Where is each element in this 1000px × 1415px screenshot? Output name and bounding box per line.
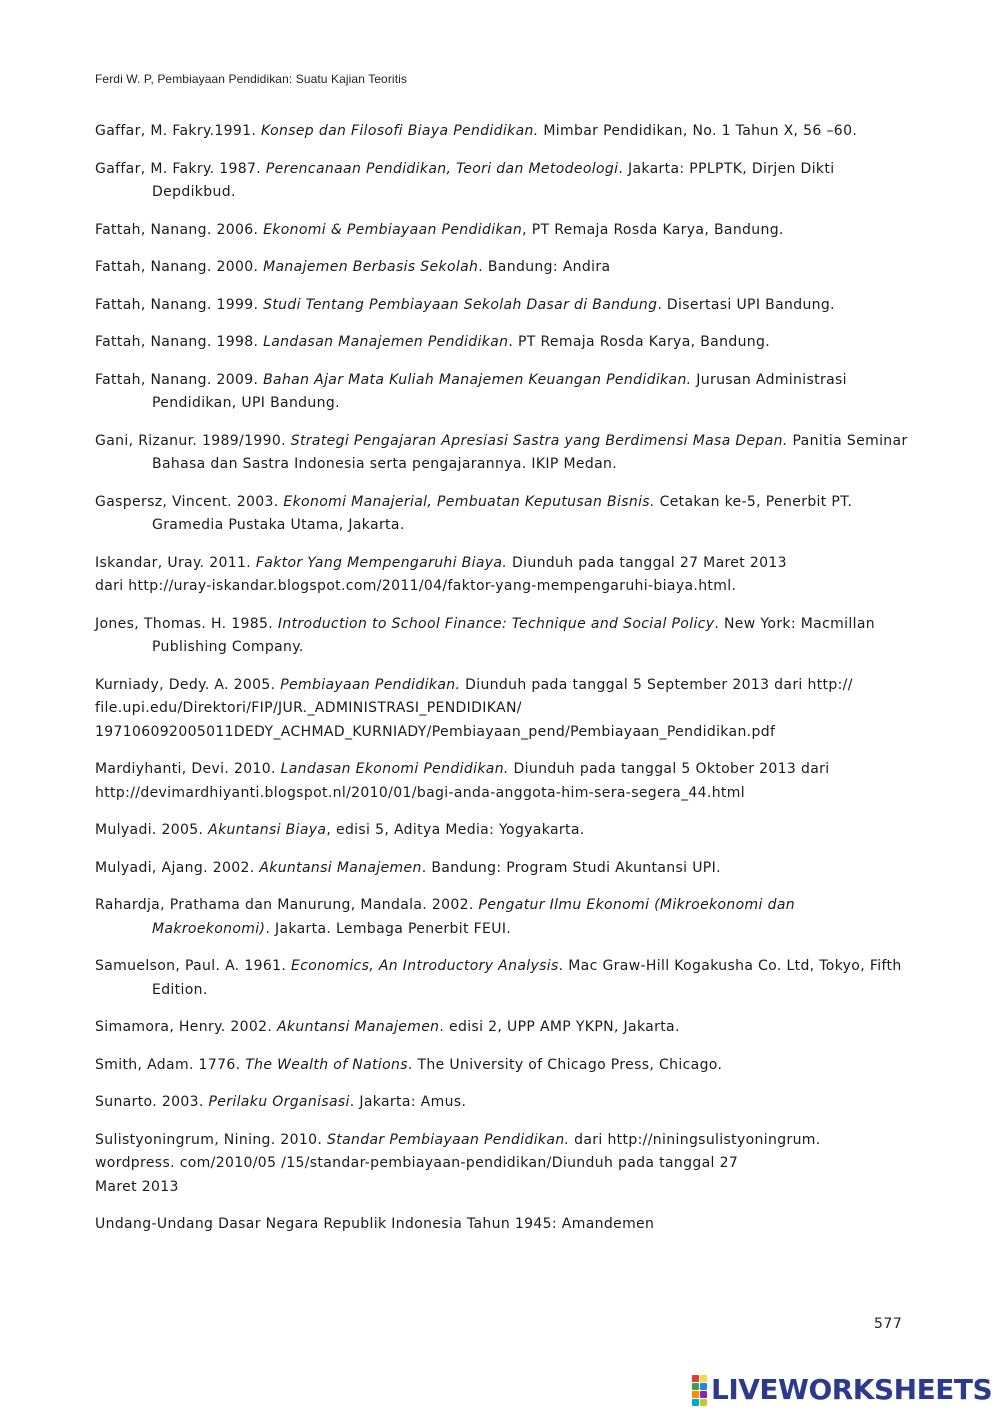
reference-list [95, 120, 910, 1251]
reference-text [95, 123, 857, 139]
liveworksheets-logo[interactable] [692, 1374, 992, 1406]
reference-text [95, 372, 847, 412]
reference-author-year: Fattah, Nanang. 2006. [95, 221, 264, 238]
reference-author-year: Mulyadi. 2005. [95, 822, 209, 838]
reference-author-year: Mulyadi, Ajang. 2002. [95, 859, 260, 876]
logo-tile [692, 1391, 699, 1398]
reference-entry [95, 552, 910, 599]
reference-publisher: , PT Remaja Rosda Karya, Bandung. [522, 221, 784, 238]
reference-title: Manajemen Berbasis Sekolah [263, 259, 479, 275]
reference-author-year: Sulistyoningrum, Nining. 2010. [95, 1131, 328, 1148]
reference-text [95, 860, 721, 876]
reference-title: Bahan Ajar Mata Kuliah Manajemen Keuangan Pendidikan. [263, 371, 692, 388]
reference-publisher: . The University of Chicago Press, Chicago. [407, 1056, 723, 1073]
reference-author-year: Mardiyhanti, Devi. 2010. [95, 761, 281, 777]
reference-author-year: Sunarto. 2003. [95, 1094, 209, 1110]
reference-publisher: . Jakarta: Amus. [349, 1094, 467, 1110]
reference-text [95, 222, 784, 238]
reference-author-year: Samuelson, Paul. A. 1961. [95, 958, 292, 974]
reference-entry [95, 1129, 910, 1200]
reference-title: Landasan Manajemen Pendidikan [263, 334, 509, 350]
reference-text [95, 1094, 466, 1110]
reference-text [95, 297, 835, 313]
reference-title: Faktor Yang Mempengaruhi Biaya. [255, 554, 508, 571]
reference-author-year: Jones, Thomas. H. 1985. [95, 615, 278, 632]
reference-publisher: Cetakan ke-5, Penerbit PT. Gramedia Pustaka Utama, Jakarta. [152, 493, 853, 533]
reference-publisher: . Bandung: Program Studi Akuntansi UPI. [421, 859, 721, 876]
reference-continuation: Maret 2013 [95, 1178, 179, 1195]
reference-text [95, 1019, 680, 1035]
reference-title: Pengatur Ilmu Ekonomi (Mikroekonomi dan Makroekonomi) [152, 897, 795, 937]
reference-author-year: Kurniady, Dedy. A. 2005. [95, 676, 281, 693]
reference-continuation: 197106092005011DEDY_ACHMAD_KURNIADY/Pembiayaan_pend/Pembiayaan_Pendidikan.pdf [95, 723, 776, 740]
reference-publisher: . PT Remaja Rosda Karya, Bandung. [508, 334, 771, 350]
reference-continuation: file.upi.edu/Direktori/FIP/JUR._ADMINISTRASI_PENDIDIKAN/ [95, 700, 522, 716]
reference-text [95, 1057, 722, 1073]
reference-publisher: . Jakarta: PPLPTK, Dirjen Dikti Depdikbud. [152, 160, 835, 200]
reference-entry [95, 120, 910, 144]
reference-publisher: . Mac Graw-Hill Kogakusha Co. Ltd, Tokyo, Fifth Edition. [152, 958, 902, 998]
logo-tile [692, 1383, 699, 1390]
reference-text [95, 616, 875, 656]
reference-entry [95, 857, 910, 881]
reference-publisher: Diunduh pada tanggal 5 Oktober 2013 dari [508, 761, 830, 777]
reference-title: Ekonomi & Pembiayaan Pendidikan [263, 221, 523, 238]
reference-publisher: . Bandung: Andira [478, 259, 611, 275]
reference-publisher: Jurusan Administrasi Pendidikan, UPI Bandung. [152, 371, 847, 411]
reference-publisher: Panitia Seminar Bahasa dan Sastra Indonesia serta pengajarannya. IKIP Medan. [152, 432, 908, 472]
reference-title: Strategi Pengajaran Apresiasi Sastra yang Berdimensi Masa Depan. [290, 432, 788, 449]
reference-title: Pembiayaan Pendidikan. [280, 676, 461, 693]
liveworksheets-logo-icon [692, 1375, 707, 1406]
logo-tile [700, 1375, 707, 1382]
reference-entry [95, 955, 910, 1002]
reference-entry [95, 158, 910, 205]
reference-text [95, 761, 829, 777]
reference-title: Studi Tentang Pembiayaan Sekolah Dasar di Bandung [263, 296, 658, 313]
reference-text [95, 822, 585, 838]
reference-publisher: , edisi 5, Aditya Media: Yogyakarta. [326, 822, 585, 838]
reference-title: Akuntansi Biaya [208, 822, 327, 838]
reference-author-year: Gaffar, M. Fakry.1991. [95, 123, 262, 139]
reference-publisher: . Disertasi UPI Bandung. [657, 296, 835, 313]
reference-author-year: Fattah, Nanang. 2000. [95, 259, 264, 275]
reference-continuation: http://devimardhiyanti.blogspot.nl/2010/01/bagi-anda-anggota-him-sera-segera_44.html [95, 784, 745, 801]
reference-title: Standar Pembiayaan Pendidikan. [327, 1131, 570, 1148]
reference-entry [95, 613, 910, 660]
reference-entry [95, 331, 910, 355]
reference-text [95, 259, 610, 275]
reference-title: Perilaku Organisasi [208, 1094, 350, 1110]
reference-entry [95, 1016, 910, 1040]
reference-text [95, 494, 852, 534]
reference-entry [95, 1091, 910, 1115]
reference-entry [95, 674, 910, 745]
page-number: 577 [874, 1316, 903, 1332]
reference-author-year: Fattah, Nanang. 2009. [95, 371, 264, 388]
reference-author-year: Gaspersz, Vincent. 2003. [95, 493, 284, 510]
reference-entry [95, 1213, 910, 1237]
reference-publisher: Diunduh pada tanggal 5 September 2013 dari http:// [460, 676, 853, 693]
logo-tile [700, 1399, 707, 1406]
reference-title: Konsep dan Filosofi Biaya Pendidikan. [261, 123, 539, 139]
reference-author-year: Rahardja, Prathama dan Manurung, Mandala. 2002. [95, 897, 479, 913]
reference-publisher: dari http://niningsulistyoningrum. [569, 1131, 821, 1148]
reference-title: Akuntansi Manajemen [276, 1019, 440, 1035]
reference-continuation: dari http://uray-iskandar.blogspot.com/2011/04/faktor-yang-mempengaruhi-biaya.html. [95, 578, 737, 594]
reference-text [95, 897, 795, 937]
logo-tile [692, 1399, 699, 1406]
reference-author-year: Iskandar, Uray. 2011. [95, 554, 256, 571]
reference-author-year: Fattah, Nanang. 1999. [95, 296, 264, 313]
reference-text [95, 161, 834, 201]
reference-entry [95, 1054, 910, 1078]
reference-author-year: Gani, Rizanur. 1989/1990. [95, 432, 291, 449]
reference-text [95, 433, 908, 473]
reference-text [95, 555, 787, 571]
logo-tile [700, 1383, 707, 1390]
reference-text [95, 677, 853, 693]
reference-title: Introduction to School Finance: Technique and Social Policy [277, 615, 715, 632]
reference-text [95, 334, 770, 350]
reference-author-year: Simamora, Henry. 2002. [95, 1019, 277, 1035]
reference-author-year: Smith, Adam. 1776. [95, 1056, 246, 1073]
reference-title: Landasan Ekonomi Pendidikan. [280, 761, 509, 777]
reference-author-year: Undang-Undang Dasar Negara Republik Indonesia Tahun 1945: Amandemen [95, 1216, 655, 1232]
reference-publisher: . New York: Macmillan Publishing Company. [152, 615, 876, 655]
reference-title: Akuntansi Manajemen [259, 859, 422, 876]
reference-entry [95, 256, 910, 280]
reference-entry [95, 491, 910, 538]
reference-publisher: Mimbar Pendidikan, No. 1 Tahun X, 56 –60. [538, 123, 858, 139]
reference-continuation: wordpress. com/2010/05 /15/standar-pembiayaan-pendidikan/Diunduh pada tanggal 27 [95, 1155, 739, 1171]
reference-text [95, 958, 902, 998]
reference-publisher: . edisi 2, UPP AMP YKPN, Jakarta. [439, 1019, 680, 1035]
reference-text [95, 1216, 654, 1232]
reference-entry [95, 894, 910, 941]
reference-entry [95, 219, 910, 243]
logo-tile [692, 1375, 699, 1382]
reference-title: Economics, An Introductory Analysis [291, 958, 559, 974]
reference-publisher: Diunduh pada tanggal 27 Maret 2013 [507, 554, 787, 571]
reference-title: Perencanaan Pendidikan, Teori dan Metodeologi [265, 160, 619, 177]
reference-publisher: . Jakarta. Lembaga Penerbit FEUI. [265, 920, 512, 937]
reference-author-year: Gaffar, M. Fakry. 1987. [95, 160, 266, 177]
reference-entry [95, 758, 910, 805]
liveworksheets-logo-text: LIVEWORKSHEETS [711, 1373, 993, 1406]
reference-title: The Wealth of Nations [245, 1056, 408, 1073]
logo-tile [700, 1391, 707, 1398]
reference-text [95, 1132, 821, 1148]
reference-entry [95, 819, 910, 843]
reference-entry [95, 430, 910, 477]
reference-author-year: Fattah, Nanang. 1998. [95, 334, 264, 350]
running-header: Ferdi W. P, Pembiayaan Pendidikan: Suatu Kajian Teoritis [95, 72, 407, 86]
reference-entry [95, 369, 910, 416]
reference-title: Ekonomi Manajerial, Pembuatan Keputusan Bisnis. [283, 493, 655, 510]
reference-entry [95, 294, 910, 318]
